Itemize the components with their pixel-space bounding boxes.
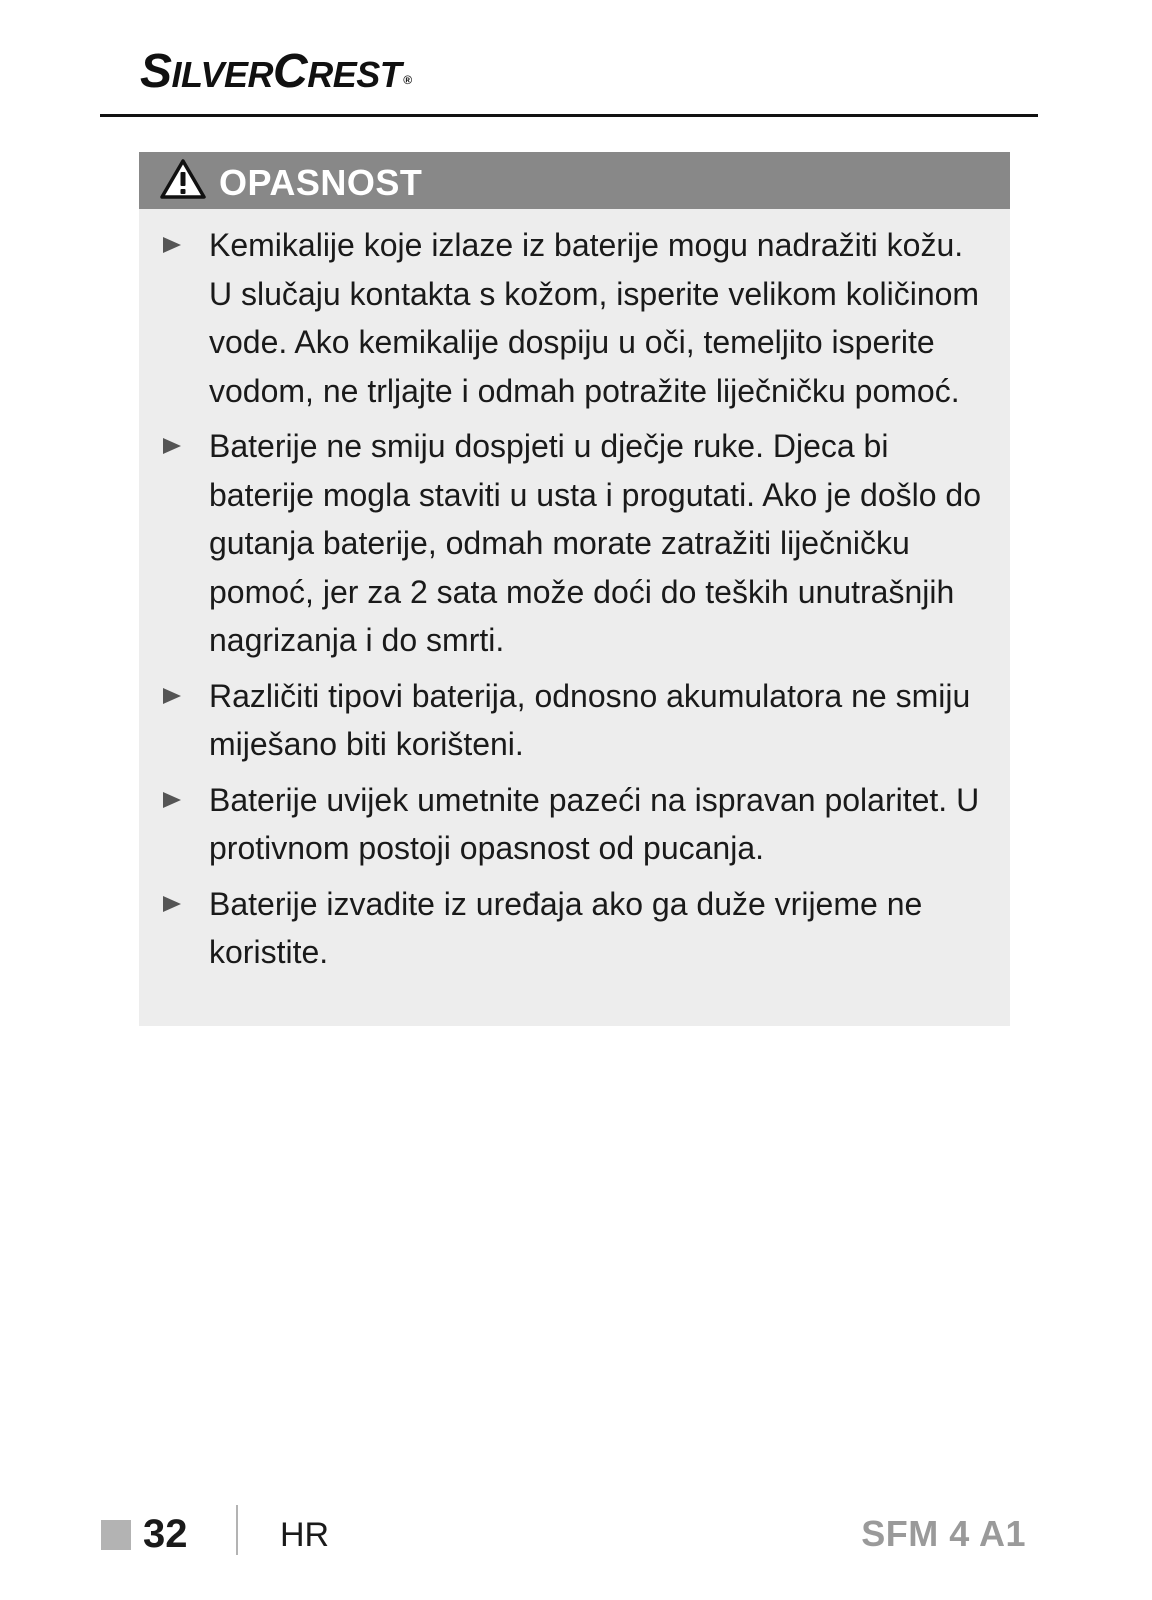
warning-item — [139, 221, 990, 415]
warning-item — [139, 422, 990, 665]
silvercrest-logo: SILVERCREST ® — [140, 45, 412, 98]
warning-item — [139, 672, 990, 769]
model-number: SFM 4 A1 — [861, 1513, 1026, 1554]
bullet-arrow-icon — [162, 687, 182, 705]
page-footer — [0, 1505, 1152, 1565]
footer-divider — [236, 1505, 238, 1555]
bullet-arrow-icon — [162, 437, 182, 455]
language-code: HR — [280, 1516, 330, 1554]
bullet-arrow-icon — [162, 791, 182, 809]
bullet-arrow-icon — [162, 236, 182, 254]
warning-item-text: Različiti tipovi baterija, odnosno akumulatora ne smiju miješano biti korišteni. — [209, 677, 971, 762]
warning-box — [139, 152, 1010, 1026]
footer-square-marker — [101, 1520, 131, 1550]
warning-triangle-icon — [159, 158, 207, 200]
warning-item-text: Baterije uvijek umetnite pazeći na ispravan polaritet. U protivnom postoji opasnost od pucanja. — [209, 781, 980, 866]
header-rule — [100, 114, 1038, 117]
warning-title-bar — [139, 152, 1010, 209]
warning-item-text: Baterije ne smiju dospjeti u dječje ruke. Djeca bi baterije mogla staviti u usta i progutati. Ako je došlo do gutanja baterije, odmah morate zatražiti liječničku pomoć, jer za 2 sata može doći do teških unutrašnjih nagrizanja i do smrti. — [209, 428, 981, 658]
page-number: 32 — [143, 1512, 188, 1556]
warning-title: OPASNOST — [219, 162, 423, 203]
bullet-arrow-icon — [162, 895, 182, 913]
brand-header — [140, 44, 412, 100]
warning-item-text: Kemikalije koje izlaze iz baterije mogu nadražiti kožu. U slučaju kontakta s kožom, isperite velikom količinom vode. Ako kemikalije dospiju u oči, temeljito isperite vodom, ne trljajte i odmah potražite liječničku pomoć. — [209, 227, 980, 409]
warning-item-text: Baterije izvadite iz uređaja ako ga duže vrijeme ne koristite. — [209, 885, 923, 970]
warning-list — [139, 209, 1010, 977]
warning-item — [139, 776, 990, 873]
warning-item — [139, 880, 990, 977]
